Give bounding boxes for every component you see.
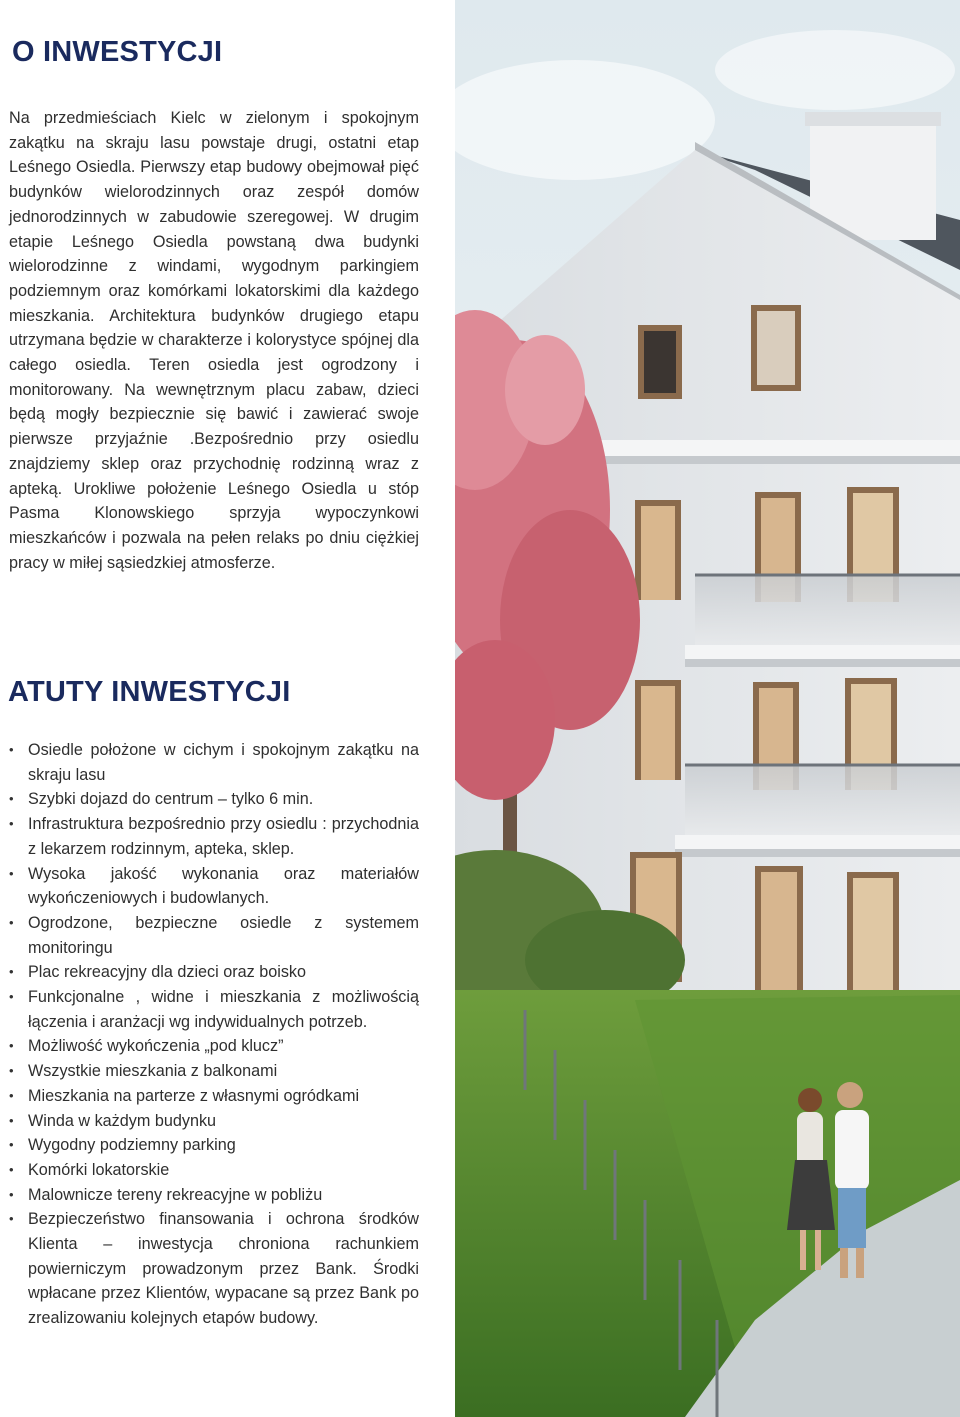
feature-item: • Funkcjonalne , widne i mieszkania z możliwością łączenia i aranżacji wg indywidualnych potrzeb. (9, 985, 419, 1034)
feature-item: • Możliwość wykończenia „pod klucz” (9, 1034, 419, 1059)
feature-item: • Winda w każdym budynku (9, 1109, 419, 1134)
balcony-railing (695, 575, 960, 647)
balcony (675, 835, 960, 849)
about-text: Na przedmieściach Kielc w zielonym i spokojnym zakątku na skraju lasu powstaje drugi, ostatni etap Leśnego Osiedla. Pierwszy etap budowy obejmował pięć budynków wielorodzinnych oraz zespół domów jednorodzinnych w zabudowie szeregowej. W drugim etapie Leśnego Osiedla powstaną dwa budynki wielorodzinne z windami, wygodnym parkingiem podziemnym oraz komórkami lokatorskimi dla każdego mieszkania. Architektura budynków drugiego etapu utrzymana będzie w charakterze i kolorystyce spójnej dla całego osiedla. Teren osiedla jest ogrodzony i monitorowany. Na wewnętrznym placu zabaw, dzieci będą mogły bezpiecznie się bawić i zawierać swoje pierwsze przyjaźnie .Bezpośrednio przy osiedlu znajdziemy sklep oraz przychodnię rodzinną wraz z apteką. Urokliwe położenie Leśnego Osiedla u stóp Pasma Klonowskiego sprzyja wypoczynkowi mieszkańców i pozwala na pełen relaks po dniu ciężkiej pracy w miłej sąsiedzkiej atmosferze. (9, 109, 419, 572)
feature-item: • Mieszkania na parterze z własnymi ogródkami (9, 1084, 419, 1109)
feature-item: • Wszystkie mieszkania z balkonami (9, 1059, 419, 1084)
balcony (585, 440, 960, 456)
about-title: O INWESTYCJI (12, 36, 223, 68)
features-list (9, 738, 419, 1331)
feature-item: • Bezpieczeństwo finansowania i ochrona środków Klienta – inwestycja chroniona rachunkiem powierniczym prowadzonym przez Bank. Środki wpłacane przez Klientów, wypacane są przez Bank po zrealizowaniu kolejnych etapów budowy. (9, 1207, 419, 1331)
feature-item: • Szybki dojazd do centrum – tylko 6 min. (9, 787, 419, 812)
feature-item: • Ogrodzone, bezpieczne osiedle z systemem monitoringu (9, 911, 419, 960)
feature-item: • Wygodny podziemny parking (9, 1133, 419, 1158)
feature-item: • Infrastruktura bezpośrednio przy osiedlu : przychodnia z lekarzem rodzinnym, apteka, sklep. (9, 812, 419, 861)
building-illustration (455, 0, 960, 1417)
feature-item: • Malownicze tereny rekreacyjne w pobliżu (9, 1183, 419, 1208)
feature-item: • Komórki lokatorskie (9, 1158, 419, 1183)
feature-item: • Plac rekreacyjny dla dzieci oraz boisko (9, 960, 419, 985)
feature-item: • Osiedle położone w cichym i spokojnym zakątku na skraju lasu (9, 738, 419, 787)
features-title: ATUTY INWESTYCJI (8, 676, 291, 708)
feature-item: • Wysoka jakość wykonania oraz materiałów wykończeniowych i budowlanych. (9, 862, 419, 911)
balcony (685, 645, 960, 659)
balcony-railing (685, 765, 960, 835)
building-render-svg (455, 0, 960, 1417)
text-column (0, 0, 430, 1417)
